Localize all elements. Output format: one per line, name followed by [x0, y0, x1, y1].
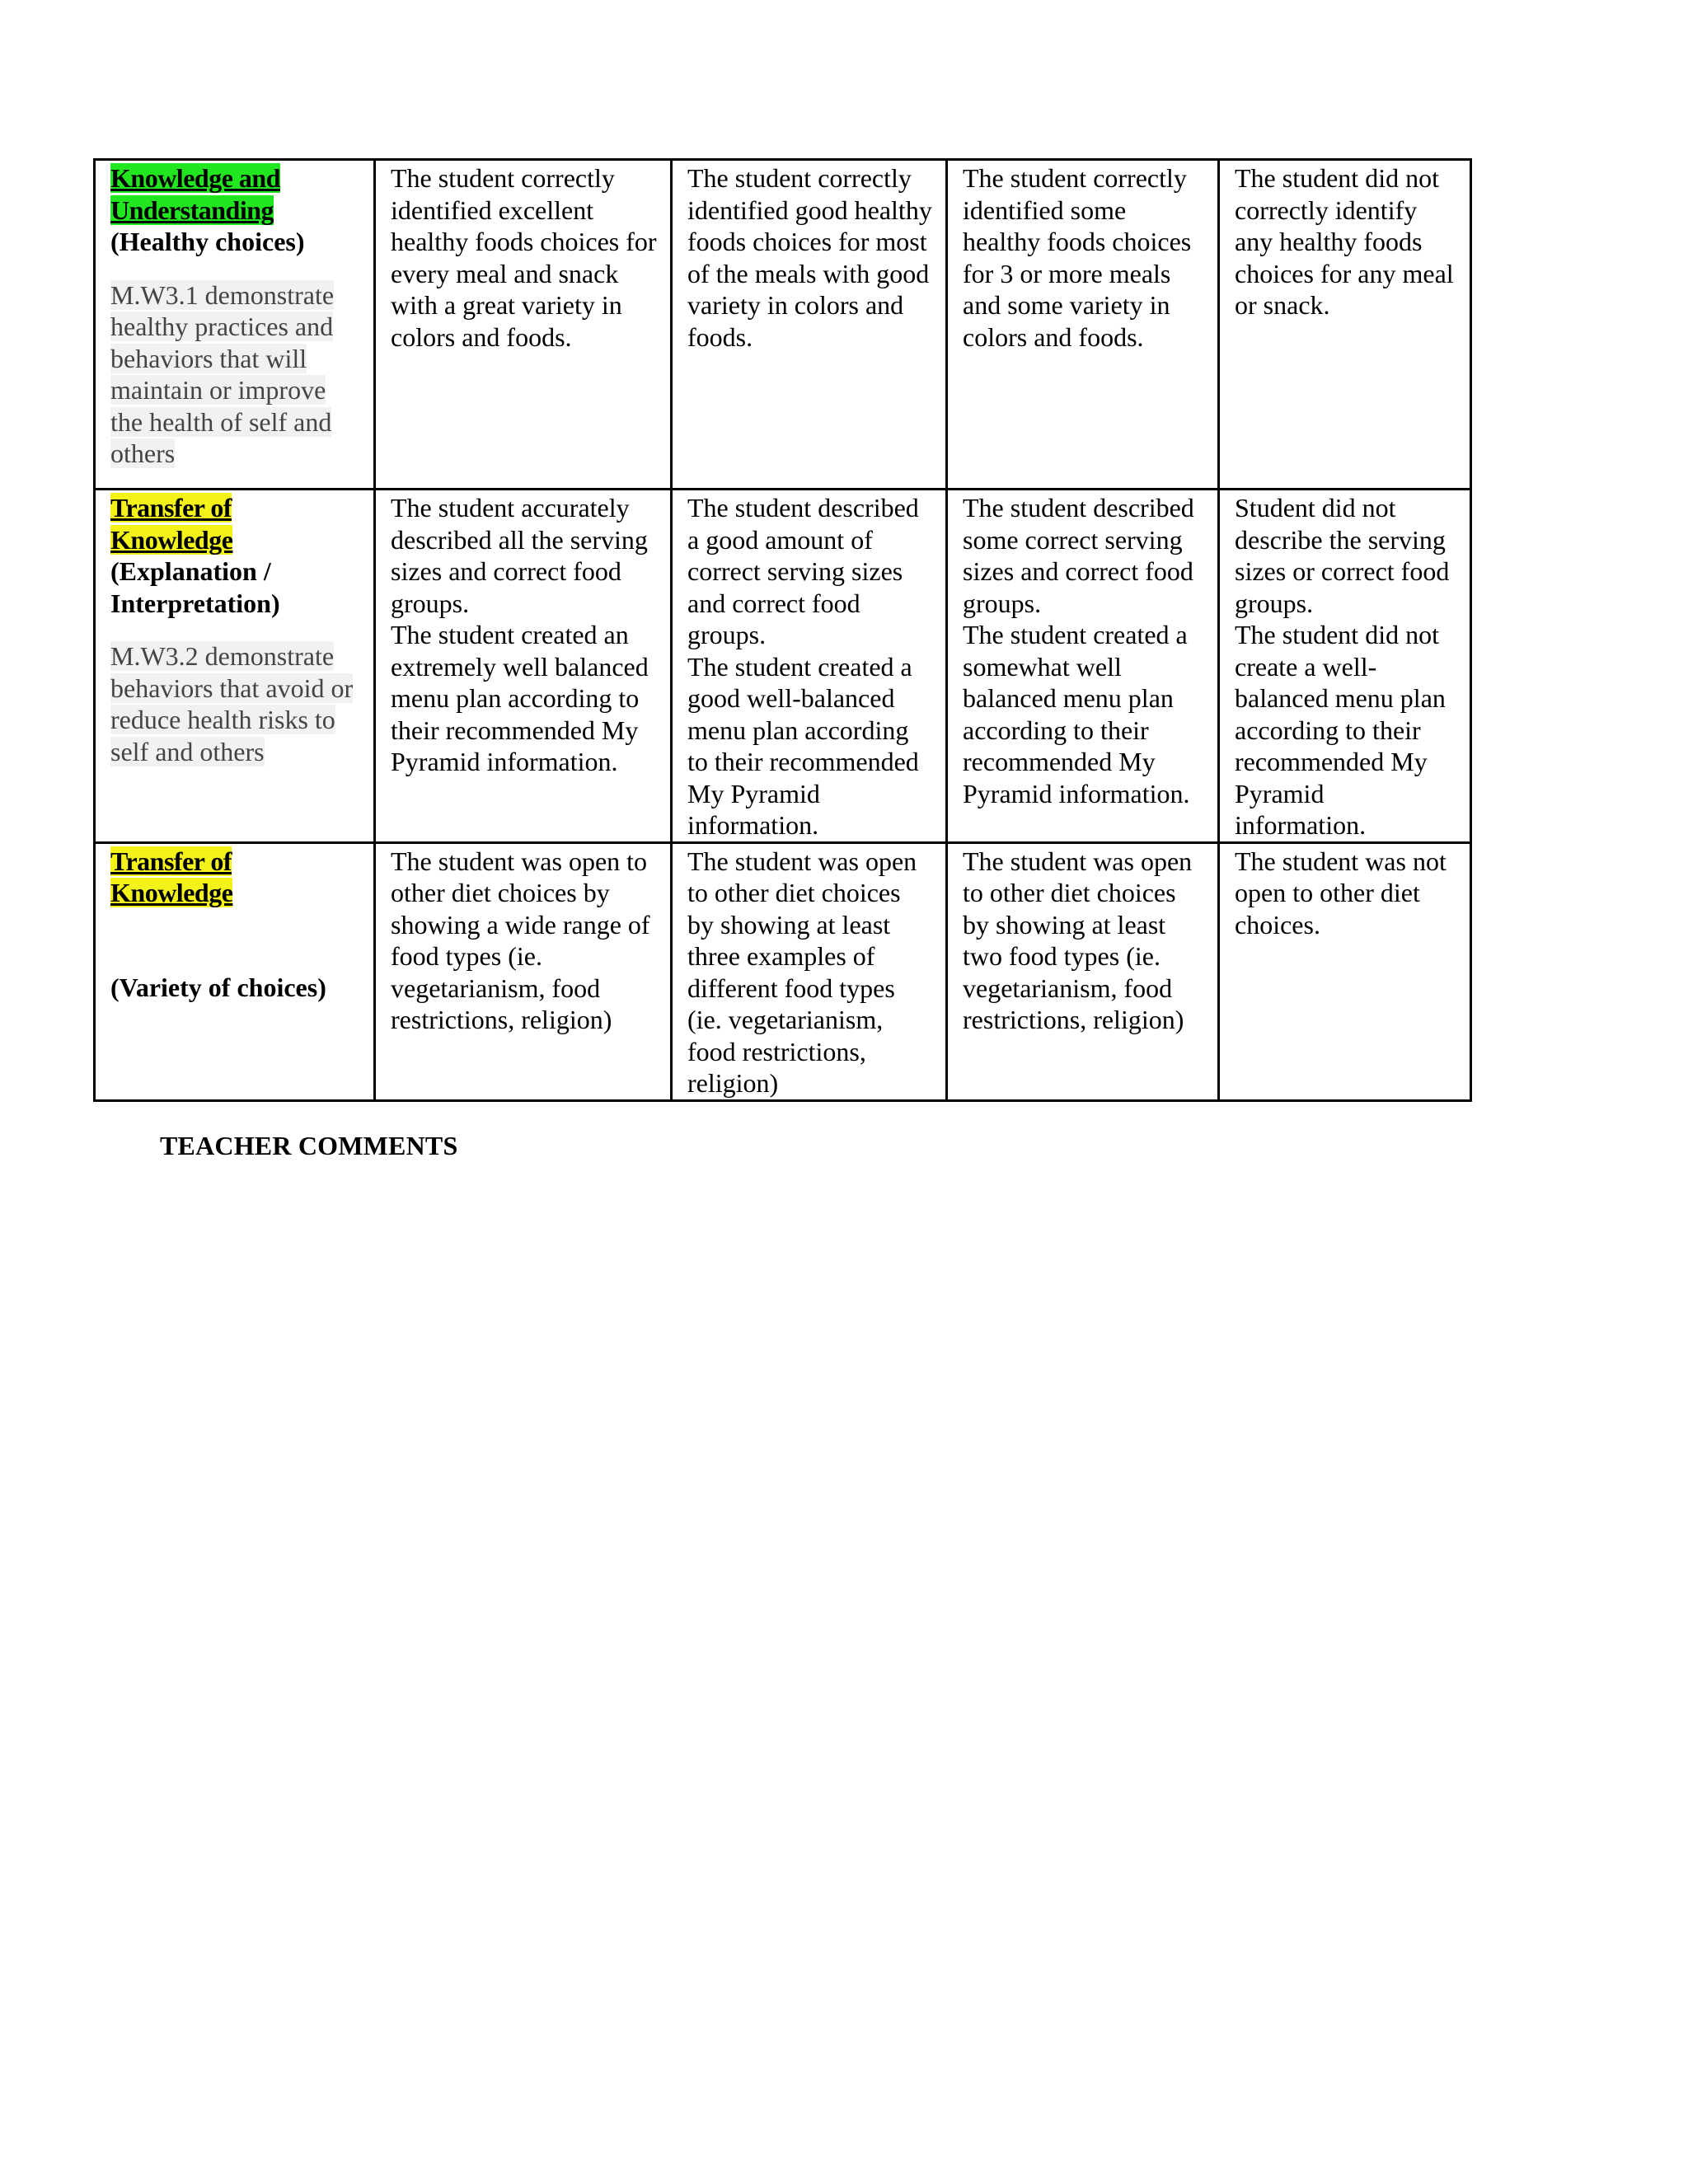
criterion-cell — [95, 842, 375, 1100]
rubric-cell-level-3: The student correctly identified good healthy foods choices for most of the meals with good variety in colors and foods. — [672, 160, 947, 490]
criterion-standard: M.W3.1 demonstrate healthy practices and behaviors that will maintain or improve the health of self and others — [110, 279, 335, 468]
criterion-title: Knowledge and — [110, 163, 280, 193]
criterion-subtitle: (Explanation / — [110, 556, 271, 586]
rubric-cell-level-4: The student accurately described all the serving sizes and correct food groups. The student created an extremely well balanced menu plan according to their recommended My Pyramid information. — [375, 490, 672, 843]
rubric-cell-level-2: The student described some correct serving sizes and correct food groups. The student created a somewhat well balanced menu plan according to their recommended My Pyramid information. — [947, 490, 1219, 843]
rubric-cell-level-3: The student was open to other diet choices by showing at least three examples of different food types (ie. vegetarianism, food restrictions, religion) — [672, 842, 947, 1100]
criterion-standard: M.W3.2 demonstrate behaviors that avoid or reduce health risks to self and others — [110, 641, 354, 766]
rubric-cell-level-2: The student was open to other diet choices by showing at least two food types (ie. vegetarianism, food restrictions, religion) — [947, 842, 1219, 1100]
rubric-table — [93, 158, 1472, 1102]
rubric-cell-level-4: The student correctly identified excellent healthy foods choices for every meal and snack with a great variety in colors and foods. — [375, 160, 672, 490]
criterion-title: Knowledge — [110, 524, 233, 555]
criterion-title: Knowledge — [110, 878, 233, 907]
criterion-title: Transfer of — [110, 846, 232, 876]
criterion-title: Understanding — [110, 194, 274, 225]
rubric-row-explanation — [95, 490, 1471, 843]
teacher-comments-label: TEACHER COMMENTS — [160, 1131, 458, 1160]
rubric-cell-level-2: The student correctly identified some healthy foods choices for 3 or more meals and some variety in colors and foods. — [947, 160, 1219, 490]
rubric-cell-level-1: Student did not describe the serving sizes or correct food groups. The student did not create a well-balanced menu plan according to their recommended My Pyramid information. — [1219, 490, 1471, 843]
criterion-subtitle: (Healthy choices) — [110, 227, 305, 256]
criterion-title: Transfer of — [110, 493, 232, 523]
rubric-cell-level-4: The student was open to other diet choices by showing a wide range of food types (ie. vegetarianism, food restrictions, religion) — [375, 842, 672, 1100]
criterion-cell — [95, 490, 375, 843]
rubric-cell-level-1: The student did not correctly identify any healthy foods choices for any meal or snack. — [1219, 160, 1471, 490]
rubric-cell-level-3: The student described a good amount of correct serving sizes and correct food groups. The student created a good well-balanced menu plan according to their recommended My Pyramid information. — [672, 490, 947, 843]
criterion-subtitle: (Variety of choices) — [110, 972, 326, 1002]
rubric-cell-level-1: The student was not open to other diet choices. — [1219, 842, 1471, 1100]
rubric-row-variety — [95, 842, 1471, 1100]
criterion-subtitle: Interpretation) — [110, 588, 280, 618]
rubric-row-healthy-choices — [95, 160, 1471, 490]
criterion-cell — [95, 160, 375, 490]
